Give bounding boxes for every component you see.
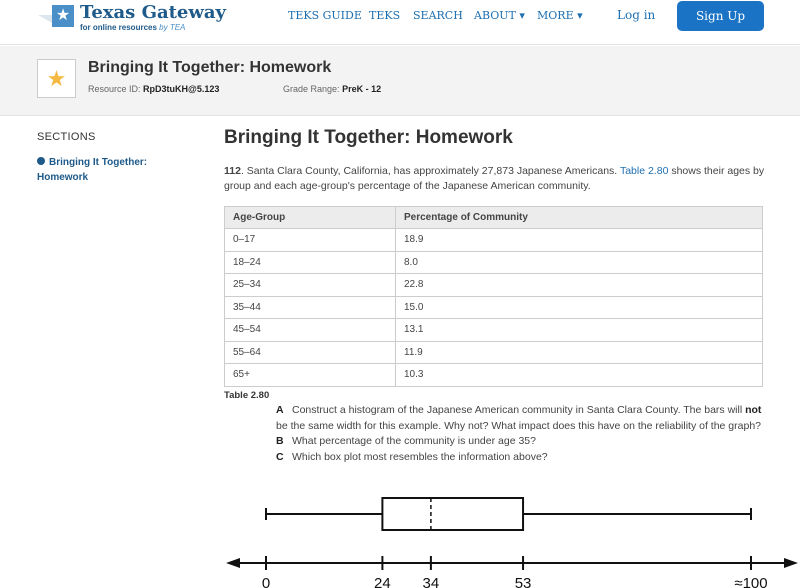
percentage-cell: 18.9 <box>396 229 763 252</box>
problem-number: 112 <box>224 165 241 177</box>
intro-text: . Santa Clara County, California, has approximately 27,873 Japanese Americans. <box>240 165 620 177</box>
tick-label: 34 <box>422 575 440 588</box>
tick-label: 24 <box>374 575 391 588</box>
column-header: Percentage of Community <box>396 207 763 229</box>
nav-about-label: ABOUT <box>474 9 516 22</box>
tick-label: 53 <box>514 575 532 588</box>
page-title: Bringing It Together: Homework <box>224 127 513 148</box>
age-group-cell: 55–64 <box>225 341 396 364</box>
question-letter: B <box>276 435 284 447</box>
resource-id-value: RpD3tuKH@5.123 <box>143 84 220 94</box>
box <box>382 498 523 530</box>
percentage-cell: 15.0 <box>396 296 763 319</box>
percentage-cell: 13.1 <box>396 319 763 342</box>
table-caption: Table 2.80 <box>224 390 270 401</box>
tick-label: ≈100 <box>734 575 768 588</box>
age-group-cell: 65+ <box>225 364 396 387</box>
table-link[interactable]: Table 2.80 <box>619 165 669 177</box>
age-group-cell: 0–17 <box>225 229 396 252</box>
tick-label: 0 <box>261 575 271 588</box>
percentage-cell: 10.3 <box>396 364 763 387</box>
percentage-cell: 11.9 <box>396 341 763 364</box>
nav-more-label: MORE <box>537 9 574 22</box>
favorite-star-icon[interactable]: ★ <box>37 59 76 98</box>
signup-button[interactable]: Sign Up <box>677 1 764 31</box>
grade-range-value: PreK - 12 <box>342 84 382 94</box>
percentage-cell: 22.8 <box>396 274 763 297</box>
nav-teks-guide[interactable]: TEKS GUIDE <box>288 9 362 22</box>
left-arrow-icon <box>226 558 240 568</box>
question-letter: C <box>276 450 284 463</box>
intro-text-2: shows their ages by group and each age-group's percentage of the Japanese American community. <box>224 165 765 192</box>
question-letter: A <box>276 404 284 416</box>
column-header: Age-Group <box>225 207 396 229</box>
age-group-cell: 25–34 <box>225 274 396 297</box>
grade-range-label: Grade Range: <box>283 84 340 94</box>
question-text: Construct a histogram of the Japanese American community in Santa Clara County. The bars will <box>292 404 746 416</box>
age-group-cell: 18–24 <box>225 251 396 274</box>
caret-down-icon: ▾ <box>515 9 525 22</box>
sidebar-item-label: Bringing It Together: Homework <box>37 157 148 183</box>
percentage-cell: 8.0 <box>396 251 763 274</box>
nav-teks[interactable]: TEKS <box>369 9 401 22</box>
nav-search[interactable]: SEARCH <box>413 9 463 22</box>
sections-heading: SECTIONS <box>37 131 96 143</box>
question-text: Which box plot most resembles the information above? <box>292 450 548 463</box>
star-icon: ★ <box>52 5 74 27</box>
question-text: be the same width for this example. Why not? What impact does this have on the reliability of the graph? <box>276 419 762 432</box>
logo-subtitle-text: for online resources <box>80 23 157 32</box>
right-arrow-icon <box>784 558 798 568</box>
login-link[interactable]: Log in <box>617 8 656 22</box>
question-text: What percentage of the community is under age 35? <box>292 435 536 447</box>
question-emphasis: not <box>745 404 762 416</box>
resource-id-label: Resource ID: <box>88 84 141 94</box>
resource-title: Bringing It Together: Homework <box>88 59 332 76</box>
logo-title: Texas Gateway <box>80 2 226 23</box>
logo-by: by TEA <box>159 23 186 32</box>
age-group-cell: 45–54 <box>225 319 396 342</box>
caret-down-icon: ▾ <box>573 9 583 22</box>
age-group-cell: 35–44 <box>225 296 396 319</box>
